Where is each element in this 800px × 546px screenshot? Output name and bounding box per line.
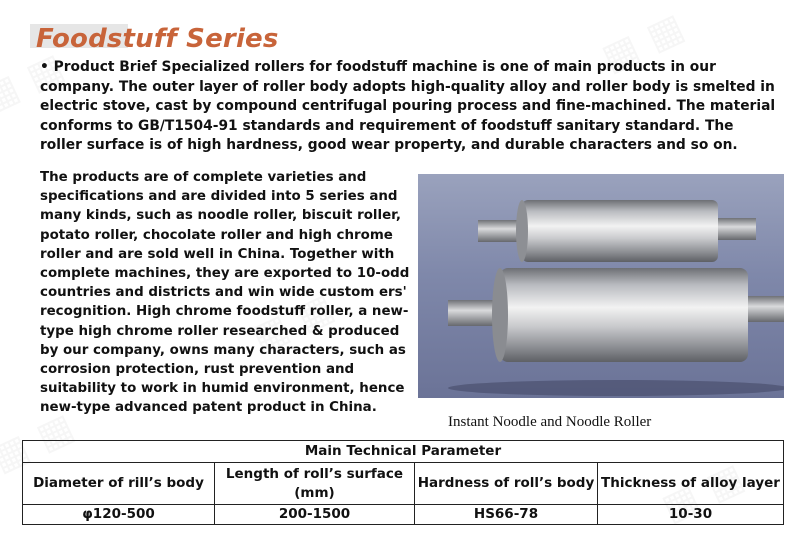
photo-caption: Instant Noodle and Noodle Roller bbox=[448, 414, 652, 430]
product-brief: • Product Brief Specialized rollers for foodstuff machine is one of main products in our company. The outer layer of roller body adopts high-quality alloy and roller body is smelted in electric stove, cast by compound centrifugal pouring process and fine-machined. The material conforms to GB/T1504-91 standards and requirement of foodstuff sanitary standard. The roller surface is of high hardness, good wear property, and durable characters and so on. bbox=[40, 59, 776, 154]
product-description: The products are of complete varieties and specifications and are divided into 5 series and many kinds, such as noodle roller, biscuit roller, potato roller, chocolate roller and high chrome roller and are sold well in China. Together with complete machines, they are exported to 10-odd countries and districts and win wide custom ers' recognition. High chrome foodstuff roller, a new-type high chrome roller researched & produced by our company, owns many characters, such as corrosion protection, rust prevention and suitability to work in humid environment, hence new-type advanced patent product in China. bbox=[40, 170, 410, 416]
table-cell: 10-30 bbox=[598, 505, 784, 525]
table-cell: φ120-500 bbox=[23, 505, 215, 525]
column-header: Length of roll’s surface (mm) bbox=[215, 463, 415, 505]
column-header: Diameter of rill’s body bbox=[23, 463, 215, 505]
table-title: Main Technical Parameter bbox=[23, 441, 784, 463]
roller-photo bbox=[418, 174, 784, 398]
technical-parameter-table bbox=[22, 440, 783, 525]
table-cell: HS66-78 bbox=[415, 505, 598, 525]
page-title: Foodstuff Series bbox=[36, 24, 279, 54]
rollers-illustration bbox=[418, 174, 784, 398]
front-roller-shaft-right bbox=[744, 296, 784, 322]
column-header: Thickness of alloy layer bbox=[598, 463, 784, 505]
back-roller-shaft-right bbox=[714, 218, 756, 240]
table-row bbox=[23, 505, 784, 525]
back-roller-body bbox=[522, 200, 718, 262]
front-roller-body bbox=[500, 268, 748, 362]
column-header: Hardness of roll’s body bbox=[415, 463, 598, 505]
table-cell: 200-1500 bbox=[215, 505, 415, 525]
